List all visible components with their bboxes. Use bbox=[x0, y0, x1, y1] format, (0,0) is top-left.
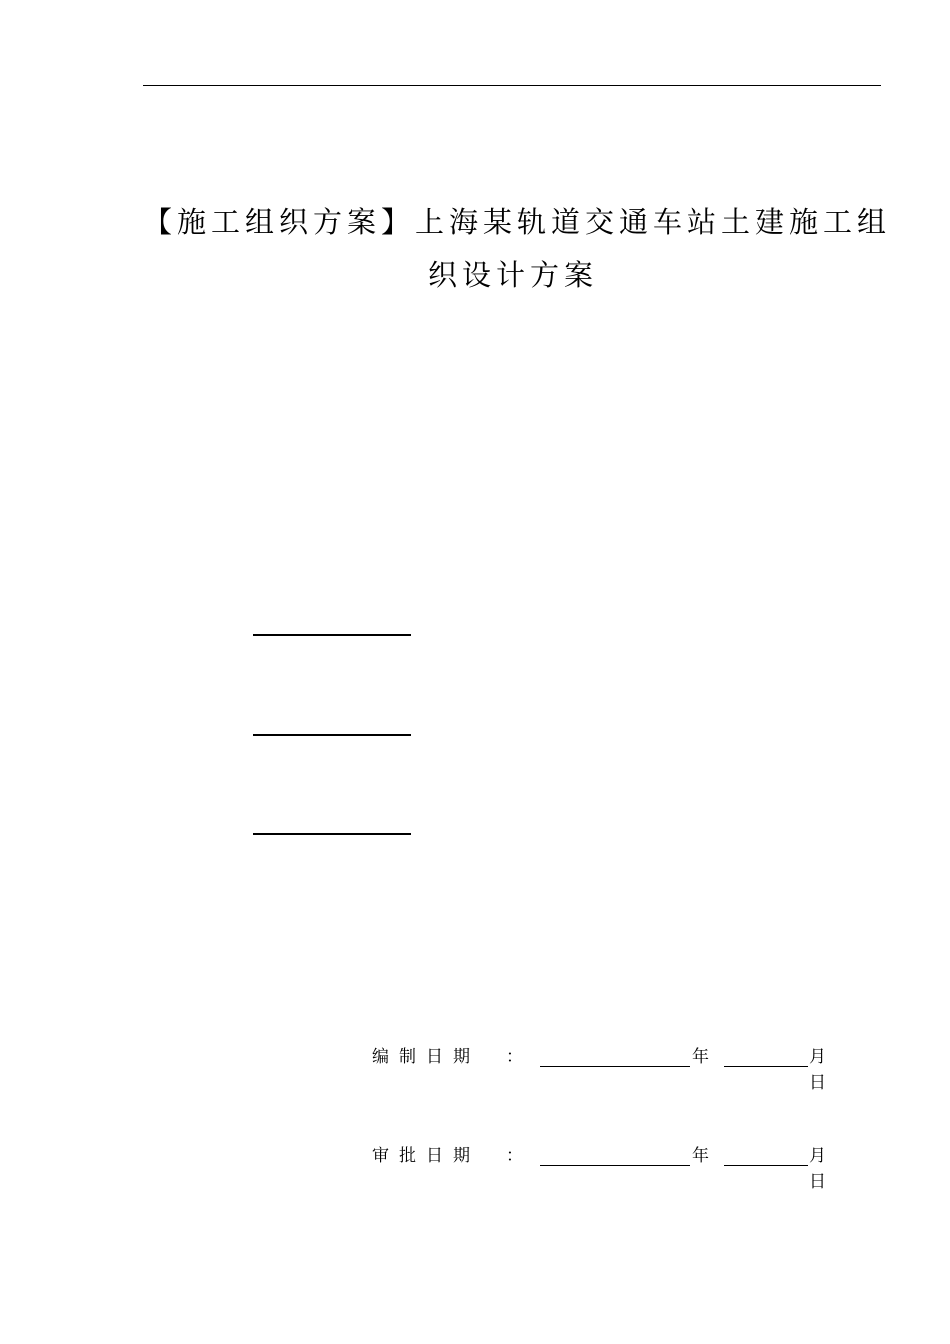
approve-month-label: 月 bbox=[809, 1146, 826, 1166]
approve-year-blank[interactable] bbox=[540, 1165, 690, 1166]
header-rule bbox=[143, 85, 881, 86]
blank-field-2[interactable] bbox=[253, 734, 411, 736]
approve-year-label: 年 bbox=[692, 1146, 709, 1166]
compile-date-label: 编制日期 bbox=[372, 1047, 480, 1067]
approve-date-colon: ： bbox=[506, 1146, 523, 1166]
compile-year-blank[interactable] bbox=[540, 1066, 690, 1067]
document-title bbox=[143, 196, 892, 302]
approve-day-label: 日 bbox=[809, 1172, 826, 1192]
compile-year-label: 年 bbox=[692, 1047, 709, 1067]
approve-month-blank[interactable] bbox=[724, 1165, 808, 1166]
approve-date-label: 审批日期 bbox=[372, 1146, 480, 1166]
compile-month-blank[interactable] bbox=[724, 1066, 808, 1067]
blank-field-3[interactable] bbox=[253, 833, 411, 835]
title-line-2: 织设计方案 bbox=[427, 258, 598, 292]
title-line-1: 【施工组织方案】上海某轨道交通车站土建施工组 bbox=[143, 205, 892, 239]
blank-field-1[interactable] bbox=[253, 634, 411, 636]
compile-day-label: 日 bbox=[809, 1073, 826, 1093]
compile-date-colon: ： bbox=[506, 1047, 523, 1067]
compile-month-label: 月 bbox=[809, 1047, 826, 1067]
